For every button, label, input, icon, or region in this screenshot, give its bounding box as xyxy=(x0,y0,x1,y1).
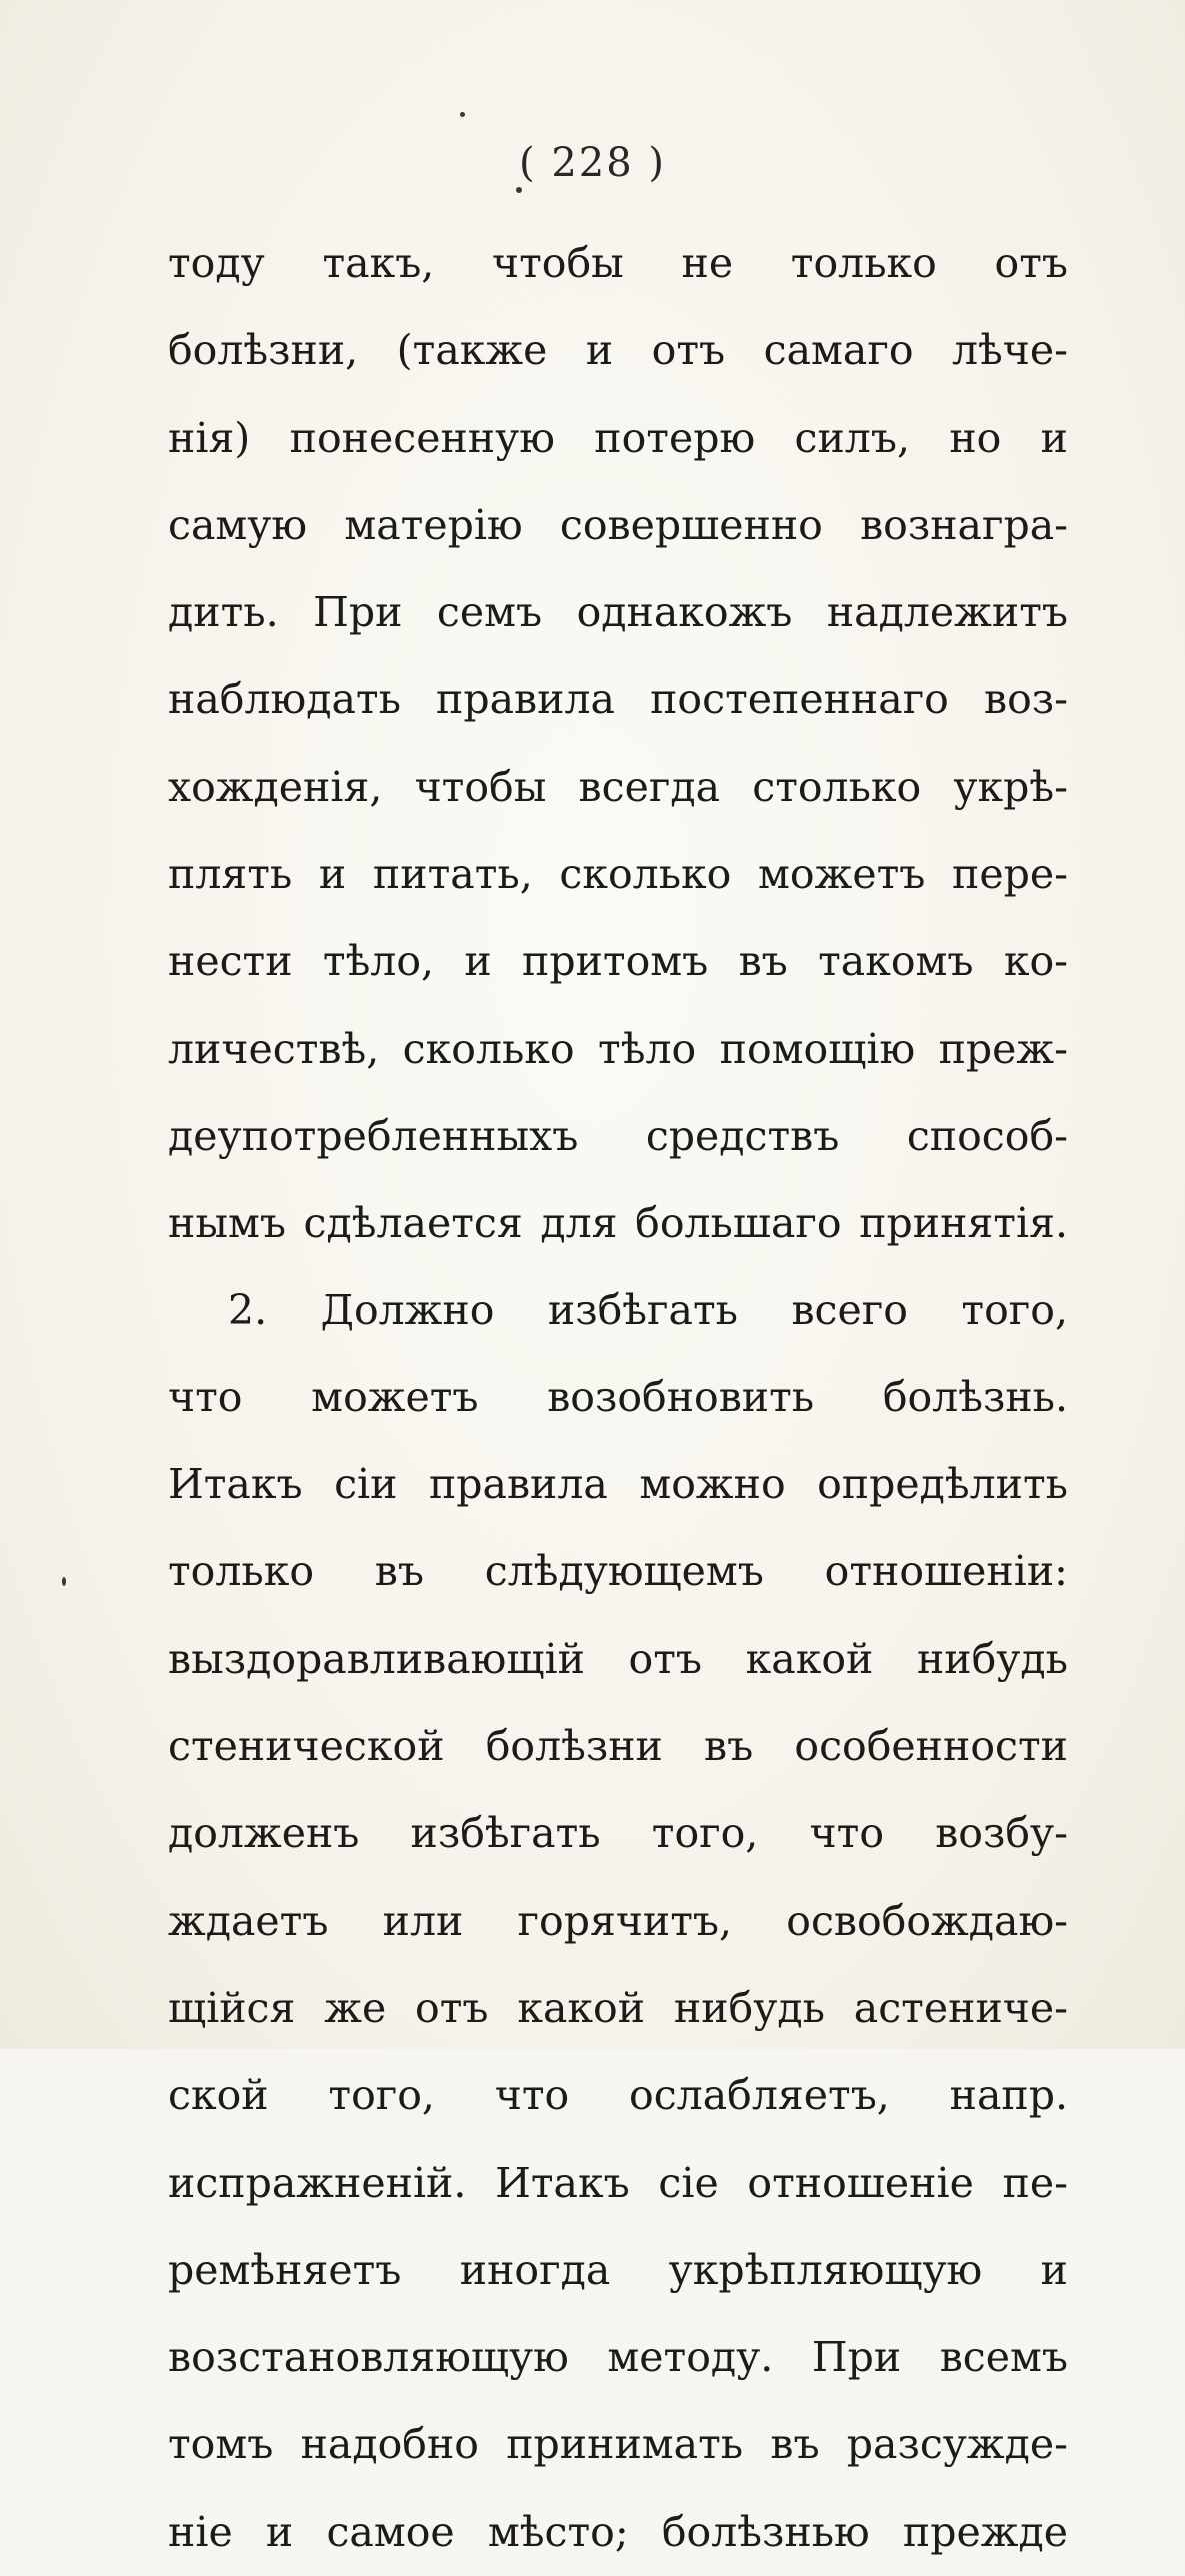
text-line: хожденія, чтобы всегда столько укрѣ- xyxy=(168,762,1068,811)
text-line: тоду такъ, чтобы не только отъ xyxy=(168,239,1068,287)
text-line: ждаетъ или горячитъ, освобождаю- xyxy=(168,1896,1068,1945)
text-line: нымъ сдѣлается для большаго принятія. xyxy=(168,1199,1068,1248)
text-line: самую матерію совершенно вознагра- xyxy=(168,500,1068,549)
text-line: деупотребленныхъ средствъ способ- xyxy=(168,1111,1068,1160)
text-line: ремѣняетъ иногда укрѣпляющую и xyxy=(168,2245,1068,2294)
ink-speck xyxy=(516,187,522,193)
text-line: щійся же отъ какой нибудь астениче- xyxy=(168,1983,1068,2032)
text-line: только въ слѣдующемъ отношеніи: xyxy=(168,1547,1068,1596)
text-line: дить. При семъ однакожъ надлежитъ xyxy=(168,588,1068,637)
text-line: наблюдать правила постепеннаго воз- xyxy=(168,675,1068,724)
text-line: плять и питать, сколько можетъ пере- xyxy=(168,850,1068,899)
text-line: ской того, что ослабляетъ, напр. xyxy=(168,2071,1068,2120)
text-line: выздоравливающій отъ какой нибудь xyxy=(168,1634,1068,1683)
text-line: Итакъ сіи правила можно опредѣлить xyxy=(168,1460,1068,1509)
text-line: болѣзни, (также и отъ самаго лѣче- xyxy=(168,326,1068,375)
text-line: стенической болѣзни въ особенности xyxy=(168,1722,1068,1771)
text-line: долженъ избѣгать того, что возбу- xyxy=(168,1809,1068,1858)
ink-speck xyxy=(460,112,465,117)
body-text xyxy=(168,220,1068,2576)
ink-speck xyxy=(62,1577,66,1586)
text-line: томъ надобно принимать въ разсужде- xyxy=(168,2420,1068,2469)
text-line: возстановляющую методу. При всемъ xyxy=(168,2333,1068,2382)
text-line: нести тѣло, и притомъ въ такомъ ко- xyxy=(168,937,1068,986)
text-line: что можетъ возобновить болѣзнь. xyxy=(168,1372,1068,1421)
text-line: личествѣ, сколько тѣло помощію преж- xyxy=(168,1024,1068,1073)
text-line: испражненій. Итакъ сіе отношеніе пе- xyxy=(168,2158,1068,2207)
text-line: ніе и самое мѣсто; болѣзнью прежде xyxy=(168,2507,1068,2556)
text-line: нія) понесенную потерю силъ, но и xyxy=(168,413,1068,462)
text-line: 2. Должно избѣгать всего того, xyxy=(228,1286,1068,1334)
page-number: ( 228 ) xyxy=(519,140,666,186)
